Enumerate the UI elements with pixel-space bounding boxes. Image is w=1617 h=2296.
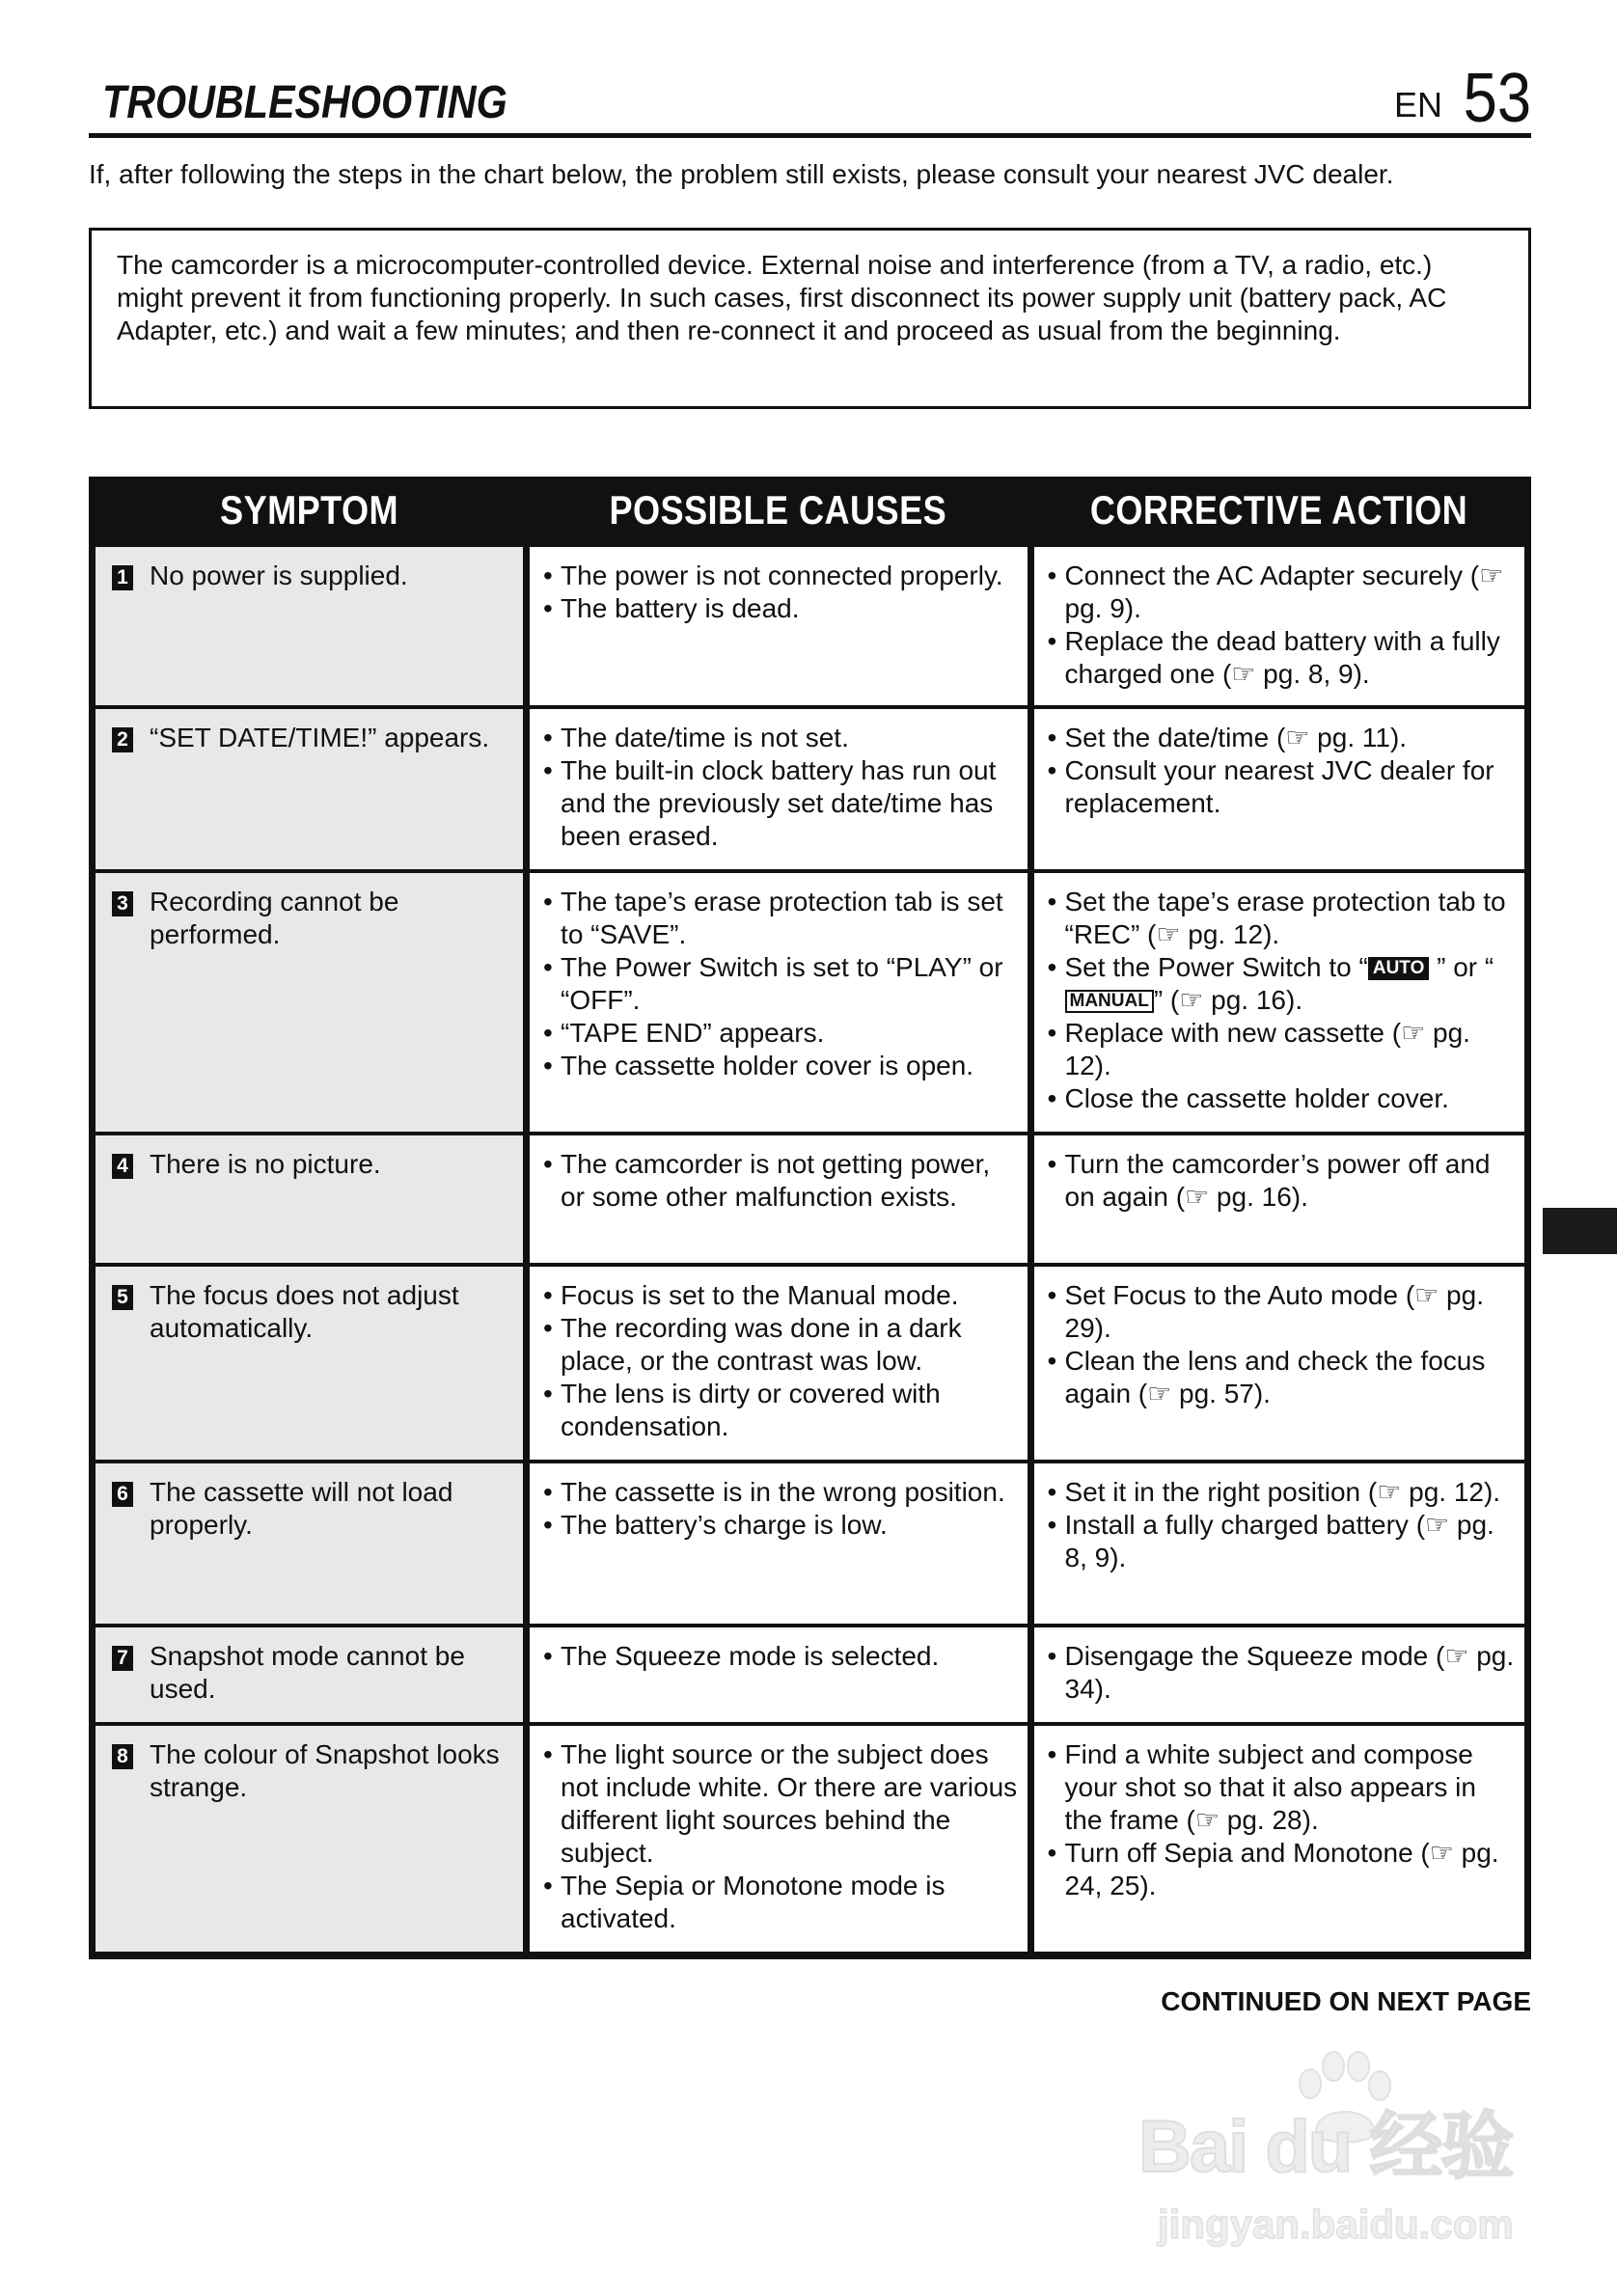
symptom-text: The focus does not adjust automatically. bbox=[150, 1280, 459, 1343]
page-reference-icon: ☞ bbox=[1185, 1182, 1210, 1212]
header-action: CORRECTIVE ACTION bbox=[1090, 486, 1468, 533]
action-item: • Set it in the right position (☞ pg. 12). bbox=[1046, 1476, 1518, 1509]
watermark-logo: Bai du 经验 bbox=[1138, 2106, 1513, 2188]
symptom-cell bbox=[96, 709, 523, 869]
action-item: • Replace the dead battery with a fully charged one (☞ pg. 8, 9). bbox=[1046, 625, 1518, 691]
causes-cell bbox=[530, 1135, 1027, 1263]
action-item: • Replace with new cassette (☞ pg. 12). bbox=[1046, 1017, 1518, 1082]
table-header bbox=[96, 477, 1524, 543]
action-item: • Connect the AC Adapter securely (☞ pg. 9). bbox=[1046, 560, 1518, 625]
page-reference-icon: ☞ bbox=[1401, 1018, 1426, 1048]
symptom-cell bbox=[96, 1627, 523, 1722]
symptom-cell bbox=[96, 1726, 523, 1952]
row-number-badge: 2 bbox=[112, 727, 133, 752]
action-item: • Clean the lens and check the focus again (☞ pg. 57). bbox=[1046, 1345, 1518, 1410]
notice-box: The camcorder is a microcomputer-controlled device. External noise and interference (from a TV, a radio, etc.) might prevent it from functioning properly. In such cases, first disconnect its power supply unit (battery pack, AC Adapter, etc.) and wait a few minutes; and then re-connect it and proceed as usual from the beginning. bbox=[89, 228, 1531, 409]
causes-cell bbox=[530, 709, 1027, 869]
watermark-url: jingyan.baidu.com bbox=[1158, 2201, 1514, 2247]
table-row bbox=[96, 1627, 1524, 1722]
table-row bbox=[96, 1726, 1524, 1952]
row-number-badge: 3 bbox=[112, 891, 133, 916]
action-item: • Set the Power Switch to “ AUTO ” or “MANUAL ” (☞ pg. 16). bbox=[1046, 951, 1518, 1017]
cause-item: • The camcorder is not getting power, or some other malfunction exists. bbox=[541, 1148, 1019, 1214]
cause-item: • The Squeeze mode is selected. bbox=[541, 1640, 1019, 1673]
continued-notice: CONTINUED ON NEXT PAGE bbox=[1161, 1986, 1531, 2016]
action-item: • Set the tape’s erase protection tab to “REC” (☞ pg. 12). bbox=[1046, 886, 1518, 951]
cause-item: • The date/time is not set. bbox=[541, 722, 1019, 754]
row-number-badge: 8 bbox=[112, 1744, 133, 1769]
page-number: 53 bbox=[1463, 60, 1531, 137]
table-row bbox=[96, 547, 1524, 705]
symptom-text: There is no picture. bbox=[150, 1149, 381, 1179]
action-item: • Turn off Sepia and Monotone (☞ pg. 24, 25). bbox=[1046, 1837, 1518, 1902]
causes-cell bbox=[530, 1463, 1027, 1624]
row-number-badge: 4 bbox=[112, 1154, 133, 1179]
symptom-text: Snapshot mode cannot be used. bbox=[150, 1641, 465, 1704]
symptom-cell bbox=[96, 547, 523, 705]
row-number-badge: 6 bbox=[112, 1482, 133, 1507]
cause-item: • The cassette holder cover is open. bbox=[541, 1050, 1019, 1082]
table-row bbox=[96, 1267, 1524, 1460]
symptom-text: The cassette will not load properly. bbox=[150, 1477, 453, 1540]
action-cell bbox=[1034, 873, 1525, 1132]
cause-item: • The lens is dirty or covered with condensation. bbox=[541, 1378, 1019, 1443]
action-cell bbox=[1034, 1463, 1525, 1624]
row-number-badge: 7 bbox=[112, 1646, 133, 1671]
symptom-cell bbox=[96, 1267, 523, 1460]
action-item: • Find a white subject and compose your shot so that it also appears in the frame (☞ pg. 28). bbox=[1046, 1738, 1518, 1837]
action-cell bbox=[1034, 1135, 1525, 1263]
page-reference-icon: ☞ bbox=[1425, 1510, 1450, 1540]
section-tab-marker bbox=[1543, 1208, 1617, 1254]
cause-item: • The Sepia or Monotone mode is activated. bbox=[541, 1870, 1019, 1935]
action-cell bbox=[1034, 1627, 1525, 1722]
causes-cell bbox=[530, 1627, 1027, 1722]
cause-item: • The power is not connected properly. bbox=[541, 560, 1019, 592]
table-row bbox=[96, 1135, 1524, 1263]
page-reference-icon: ☞ bbox=[1377, 1477, 1402, 1507]
table-row bbox=[96, 1463, 1524, 1624]
cause-item: • The battery’s charge is low. bbox=[541, 1509, 1019, 1542]
symptom-cell bbox=[96, 873, 523, 1132]
symptom-text: “SET DATE/TIME!” appears. bbox=[150, 723, 490, 752]
action-cell bbox=[1034, 1726, 1525, 1952]
page-header bbox=[89, 58, 1531, 138]
action-cell bbox=[1034, 547, 1525, 705]
symptom-text: Recording cannot be performed. bbox=[150, 887, 399, 949]
action-cell bbox=[1034, 1267, 1525, 1460]
row-number-badge: 5 bbox=[112, 1285, 133, 1310]
action-item: • Install a fully charged battery (☞ pg. 8, 9). bbox=[1046, 1509, 1518, 1574]
action-item: • Disengage the Squeeze mode (☞ pg. 34). bbox=[1046, 1640, 1518, 1706]
table-row bbox=[96, 873, 1524, 1132]
action-item: • Close the cassette holder cover. bbox=[1046, 1082, 1518, 1115]
causes-cell bbox=[530, 873, 1027, 1132]
action-item: • Turn the camcorder’s power off and on again (☞ pg. 16). bbox=[1046, 1148, 1518, 1214]
page-reference-icon: ☞ bbox=[1414, 1280, 1439, 1310]
action-item: • Set Focus to the Auto mode (☞ pg. 29). bbox=[1046, 1279, 1518, 1345]
causes-cell bbox=[530, 1267, 1027, 1460]
page-reference-icon: ☞ bbox=[1194, 1805, 1220, 1835]
action-item: • Set the date/time (☞ pg. 11). bbox=[1046, 722, 1518, 754]
watermark bbox=[1138, 2045, 1544, 2253]
page-reference-icon: ☞ bbox=[1179, 985, 1204, 1015]
auto-mode-tag: AUTO bbox=[1368, 957, 1429, 980]
page-reference-icon: ☞ bbox=[1231, 659, 1256, 689]
cause-item: • “TAPE END” appears. bbox=[541, 1017, 1019, 1050]
cause-item: • Focus is set to the Manual mode. bbox=[541, 1279, 1019, 1312]
cause-item: • The light source or the subject does not include white. Or there are various different light sources behind the subject. bbox=[541, 1738, 1019, 1870]
symptom-cell bbox=[96, 1135, 523, 1263]
page-reference-icon: ☞ bbox=[1479, 560, 1504, 590]
page-reference-icon: ☞ bbox=[1147, 1379, 1172, 1408]
intro-text: If, after following the steps in the chart below, the problem still exists, please consult your nearest JVC dealer. bbox=[89, 159, 1394, 189]
cause-item: • The battery is dead. bbox=[541, 592, 1019, 625]
language-code: EN bbox=[1393, 85, 1442, 124]
header-symptom: SYMPTOM bbox=[219, 486, 398, 533]
manual-mode-tag: MANUAL bbox=[1065, 990, 1154, 1013]
cause-item: • The built-in clock battery has run out and the previously set date/time has been erased. bbox=[541, 754, 1019, 853]
page-reference-icon: ☞ bbox=[1156, 919, 1181, 949]
causes-cell bbox=[530, 1726, 1027, 1952]
page-title: TROUBLESHOOTING bbox=[102, 77, 507, 128]
symptom-text: The colour of Snapshot looks strange. bbox=[150, 1739, 500, 1802]
header-causes: POSSIBLE CAUSES bbox=[609, 486, 947, 533]
causes-cell bbox=[530, 547, 1027, 705]
page-reference-icon: ☞ bbox=[1285, 723, 1310, 752]
troubleshooting-table bbox=[89, 477, 1531, 1959]
cause-item: • The recording was done in a dark place, or the contrast was low. bbox=[541, 1312, 1019, 1378]
symptom-text: No power is supplied. bbox=[150, 560, 408, 590]
action-item: • Consult your nearest JVC dealer for replacement. bbox=[1046, 754, 1518, 820]
symptom-cell bbox=[96, 1463, 523, 1624]
row-number-badge: 1 bbox=[112, 565, 133, 590]
cause-item: • The tape’s erase protection tab is set to “SAVE”. bbox=[541, 886, 1019, 951]
action-cell bbox=[1034, 709, 1525, 869]
cause-item: • The cassette is in the wrong position. bbox=[541, 1476, 1019, 1509]
cause-item: • The Power Switch is set to “PLAY” or “OFF”. bbox=[541, 951, 1019, 1017]
page-reference-icon: ☞ bbox=[1444, 1641, 1469, 1671]
table-row bbox=[96, 709, 1524, 869]
page-reference-icon: ☞ bbox=[1429, 1838, 1454, 1868]
